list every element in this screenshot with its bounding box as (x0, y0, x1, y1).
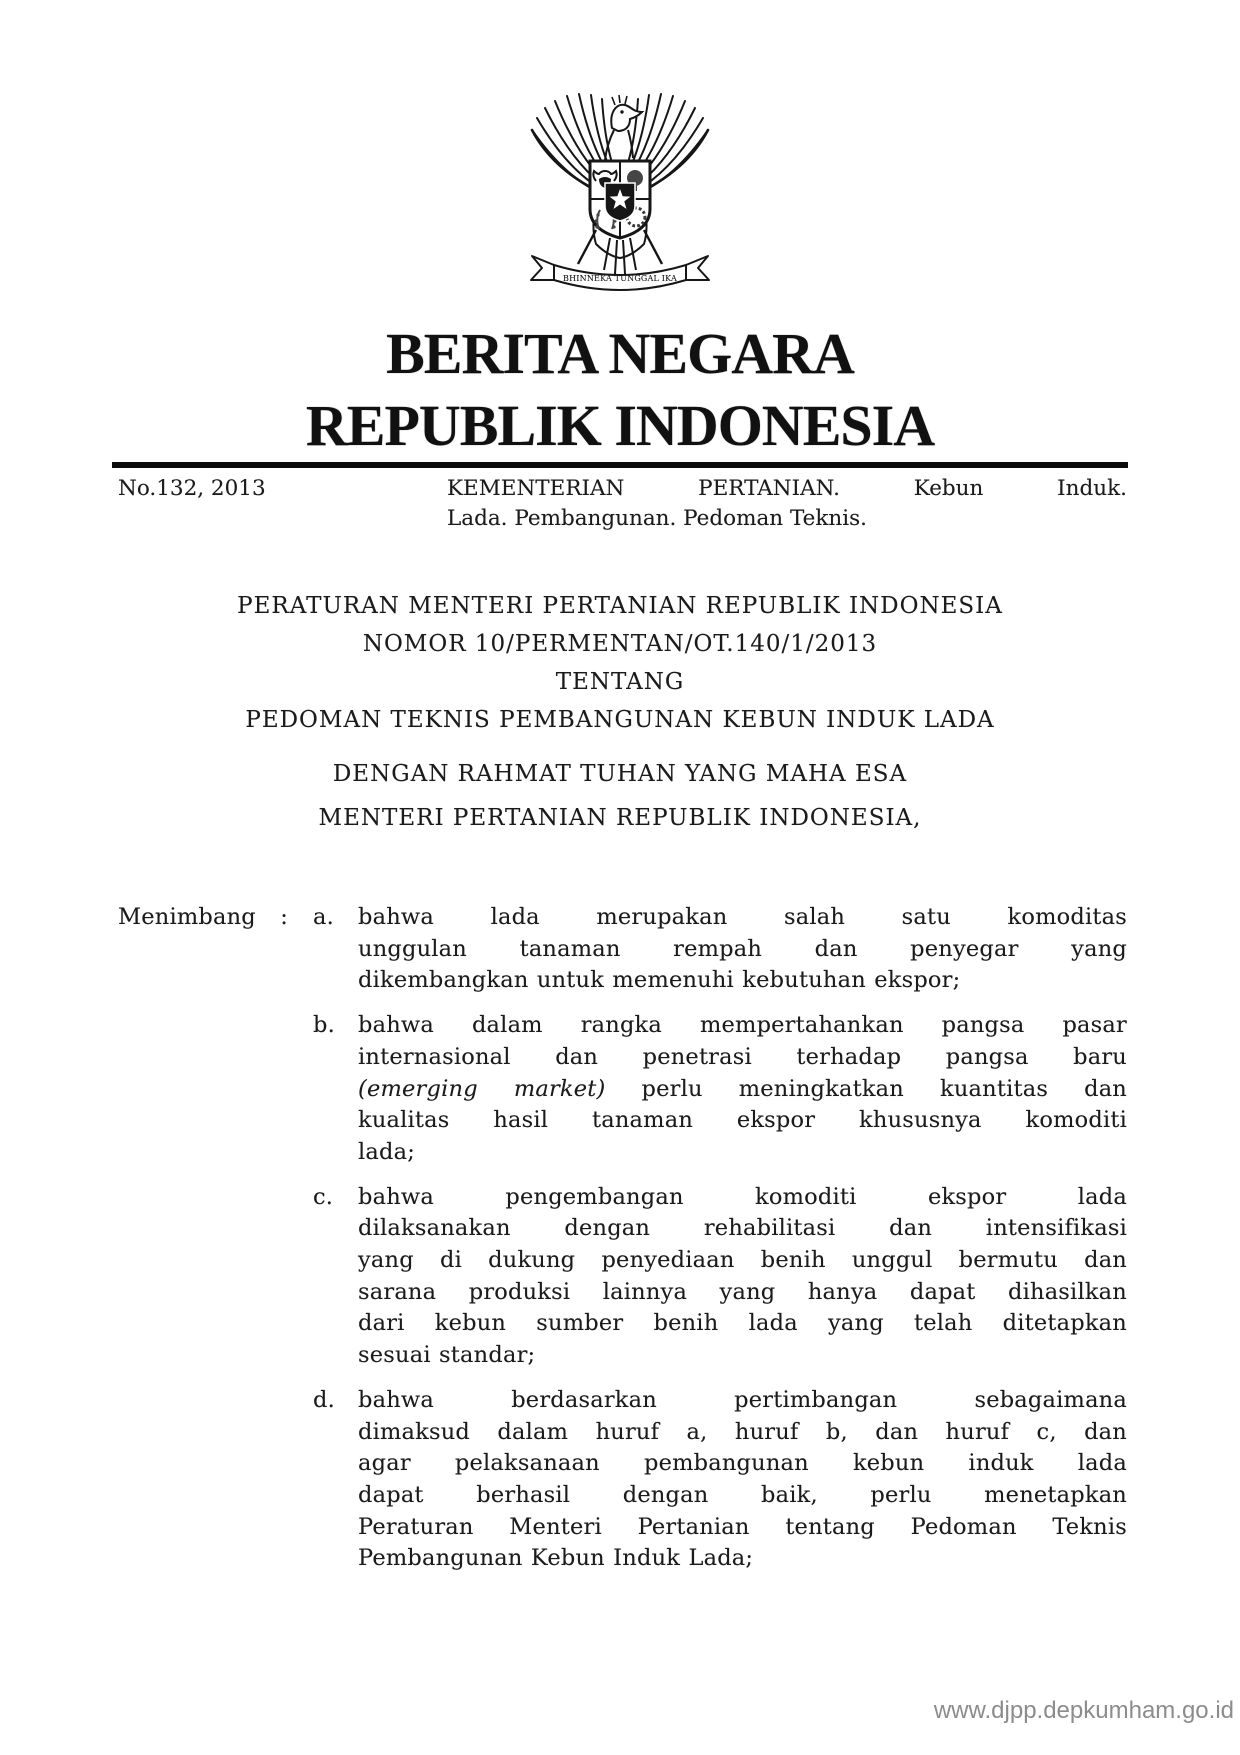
consideration-line: internasional dan penetrasi terhadap pangsa baru (358, 1043, 1127, 1070)
gazette-header (118, 474, 1127, 534)
consideration-line (358, 1074, 1127, 1106)
consideration-line: dilaksanakan dengan rehabilitasi dan intensifikasi (358, 1215, 1127, 1242)
consideration-line: dikembangkan untuk memenuhi kebutuhan ekspor; (358, 967, 961, 994)
garuda-pancasila-emblem (520, 84, 720, 300)
regulation-heading (112, 587, 1128, 739)
consideration-line: Peraturan Menteri Pertanian tentang Pedoman Teknis (358, 1513, 1127, 1540)
item-letter: a. (313, 904, 334, 930)
consideration-line: sesuai standar; (358, 1342, 536, 1369)
consideration-line: dapat berhasil dengan baik, perlu menetapkan (358, 1481, 1127, 1508)
consideration-line-rest: perlu meningkatkan kuantitas dan (641, 1075, 1127, 1102)
consideration-line: agar pelaksanaan pembangunan kebun induk lada (358, 1450, 1127, 1477)
gazette-title-line1: BERITA NEGARA (386, 321, 854, 386)
consideration-line: bahwa lada merupakan salah satu komoditas (358, 904, 1127, 930)
consideration-line: bahwa berdasarkan pertimbangan sebagaimana (358, 1386, 1127, 1413)
gazette-subject-line2: Lada. Pembangunan. Pedoman Teknis. (447, 506, 868, 531)
consideration-line: lada; (358, 1138, 416, 1165)
gazette-number: No.132, 2013 (118, 476, 266, 501)
consideration-line: dimaksud dalam huruf a, huruf b, dan huruf c, dan (358, 1418, 1127, 1445)
watermark-url: www.djpp.depkumham.go.id (933, 1697, 1234, 1724)
consideration-line: bahwa dalam rangka mempertahankan pangsa pasar (358, 1012, 1127, 1039)
regulation-heading-line2: NOMOR 10/PERMENTAN/OT.140/1/2013 (362, 631, 878, 657)
consideration-line: unggulan tanaman rempah dan penyegar yang (358, 935, 1127, 962)
consideration-item-a (118, 902, 1127, 997)
emblem-motto-text: BHINNEKA TUNGGAL IKA (563, 274, 677, 283)
item-letter: d. (313, 1386, 335, 1413)
consideration-line: sarana produksi lainnya yang hanya dapat dihasilkan (358, 1278, 1127, 1305)
gazette-title-line2: REPUBLIK INDONESIA (305, 393, 935, 458)
italic-phrase: (emerging market) (358, 1075, 606, 1102)
gazette-subject-line1: KEMENTERIAN PERTANIAN. Kebun Induk. (447, 476, 1127, 501)
regulation-heading-line1: PERATURAN MENTERI PERTANIAN REPUBLIK INDONESIA (237, 593, 1003, 619)
consideration-line: yang di dukung penyediaan benih unggul bermutu dan (358, 1247, 1127, 1274)
authority-line: MENTERI PERTANIAN REPUBLIK INDONESIA, (318, 805, 922, 831)
regulation-heading-line4: PEDOMAN TEKNIS PEMBANGUNAN KEBUN INDUK LADA (245, 707, 995, 733)
gazette-subject (447, 474, 1127, 534)
consideration-item-b (118, 1010, 1127, 1169)
considerations-section (118, 902, 1127, 1588)
consideration-line: kualitas hasil tanaman ekspor khususnya komoditi (358, 1107, 1127, 1134)
consideration-line: Pembangunan Kebun Induk Lada; (358, 1545, 754, 1572)
menimbang-colon: : (280, 904, 288, 930)
masthead-rule (112, 462, 1128, 468)
consideration-line: dari kebun sumber benih lada yang telah ditetapkan (358, 1310, 1127, 1337)
invocation-line: DENGAN RAHMAT TUHAN YANG MAHA ESA (332, 761, 908, 787)
masthead (0, 318, 1240, 462)
consideration-item-d (118, 1385, 1127, 1575)
item-letter: b. (313, 1012, 335, 1039)
regulation-heading-line3: TENTANG (555, 669, 685, 695)
item-letter: c. (313, 1183, 334, 1210)
menimbang-label-text: Menimbang (118, 904, 256, 930)
consideration-item-c (118, 1182, 1127, 1372)
consideration-line: bahwa pengembangan komoditi ekspor lada (358, 1183, 1127, 1210)
